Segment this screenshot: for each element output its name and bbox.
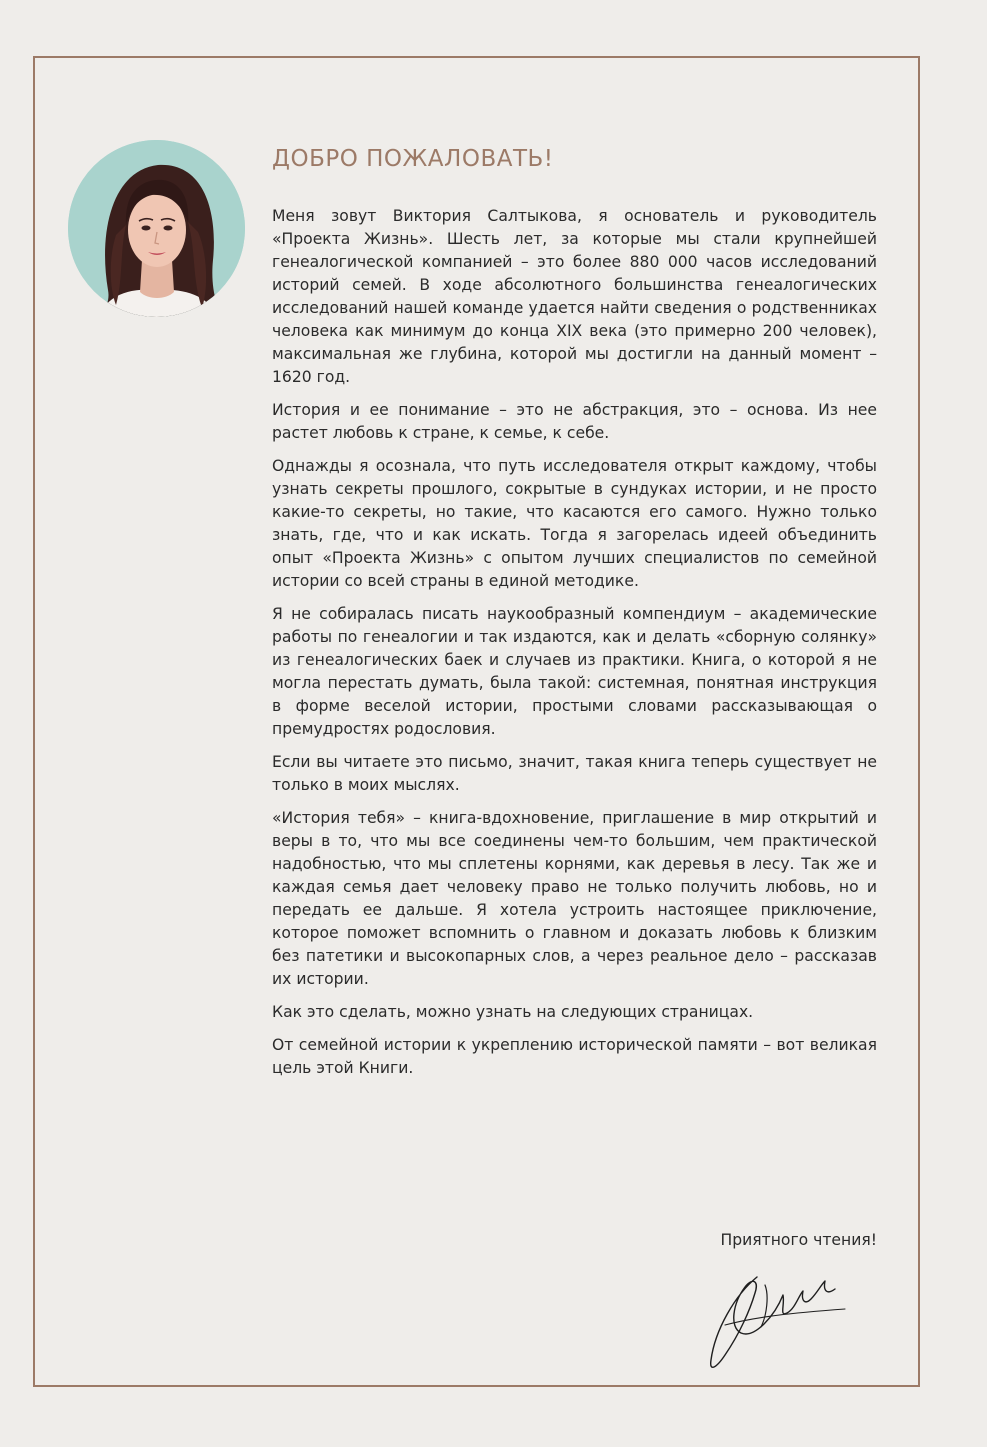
signature-icon	[695, 1255, 870, 1380]
paragraph: Я не собиралась писать наукообразный компендиум – академические работы по генеалогии и так издаются, как и делать «сборную солянку» из генеалогических баек и случаев из практики. Книга, о которой я не могла перестать думать, была такой: системная, понятная инструкция в форме веселой истории, простыми словами рассказывающая о премудростях родословия.	[272, 605, 877, 738]
paragraph: Однажды я осознала, что путь исследователя открыт каждому, чтобы узнать секреты прошлого, сокрытые в сундуках истории, и не просто какие-то секреты, но такие, что касаются его самого. Нужно только знать, где, что и как искать. Тогда я загорелась идеей объединить опыт «Проекта Жизнь» с опытом лучших специалистов по семейной истории со всей страны в единой методике.	[272, 457, 877, 590]
paragraph: История и ее понимание – это не абстракция, это – основа. Из нее растет любовь к стране, к семье, к себе.	[272, 401, 877, 442]
portrait-illustration	[68, 140, 245, 317]
paragraph: «История тебя» – книга-вдохновение, приглашение в мир открытий и веры в то, что мы все соединены чем-то большим, чем практической надобностью, что мы сплетены корнями, как деревья в лесу. Так же и каждая семья дает человеку право не только получить любовь, но и передать ее дальше. Я хотела устроить настоящее приключение, которое поможет вспомнить о главном и доказать любовь к близким без патетики и высокопарных слов, а через реальное дело – рассказав их истории.	[272, 809, 877, 988]
paragraph: От семейной истории к укреплению исторической памяти – вот великая цель этой Книги.	[272, 1036, 877, 1077]
closing-line: Приятного чтения!	[720, 1231, 877, 1249]
paragraph: Как это сделать, можно узнать на следующих страницах.	[272, 1003, 754, 1021]
letter-body	[272, 205, 877, 1090]
paragraph: Меня зовут Виктория Салтыкова, я основатель и руководитель «Проекта Жизнь». Шесть лет, за которые мы стали крупнейшей генеалогической компанией – это более 880 000 часов исследований историй семей. В ходе абсолютного большинства генеалогических исследований нашей команде удается найти сведения о родственниках человека как минимум до конца XIX века (это примерно 200 человек), максимальная же глубина, которой мы достигли на данный момент – 1620 год.	[272, 207, 877, 386]
author-portrait-image	[68, 140, 245, 317]
paragraph: Если вы читаете это письмо, значит, такая книга теперь существует не только в моих мыслях.	[272, 753, 877, 794]
page-title: ДОБРО ПОЖАЛОВАТЬ!	[272, 146, 554, 172]
